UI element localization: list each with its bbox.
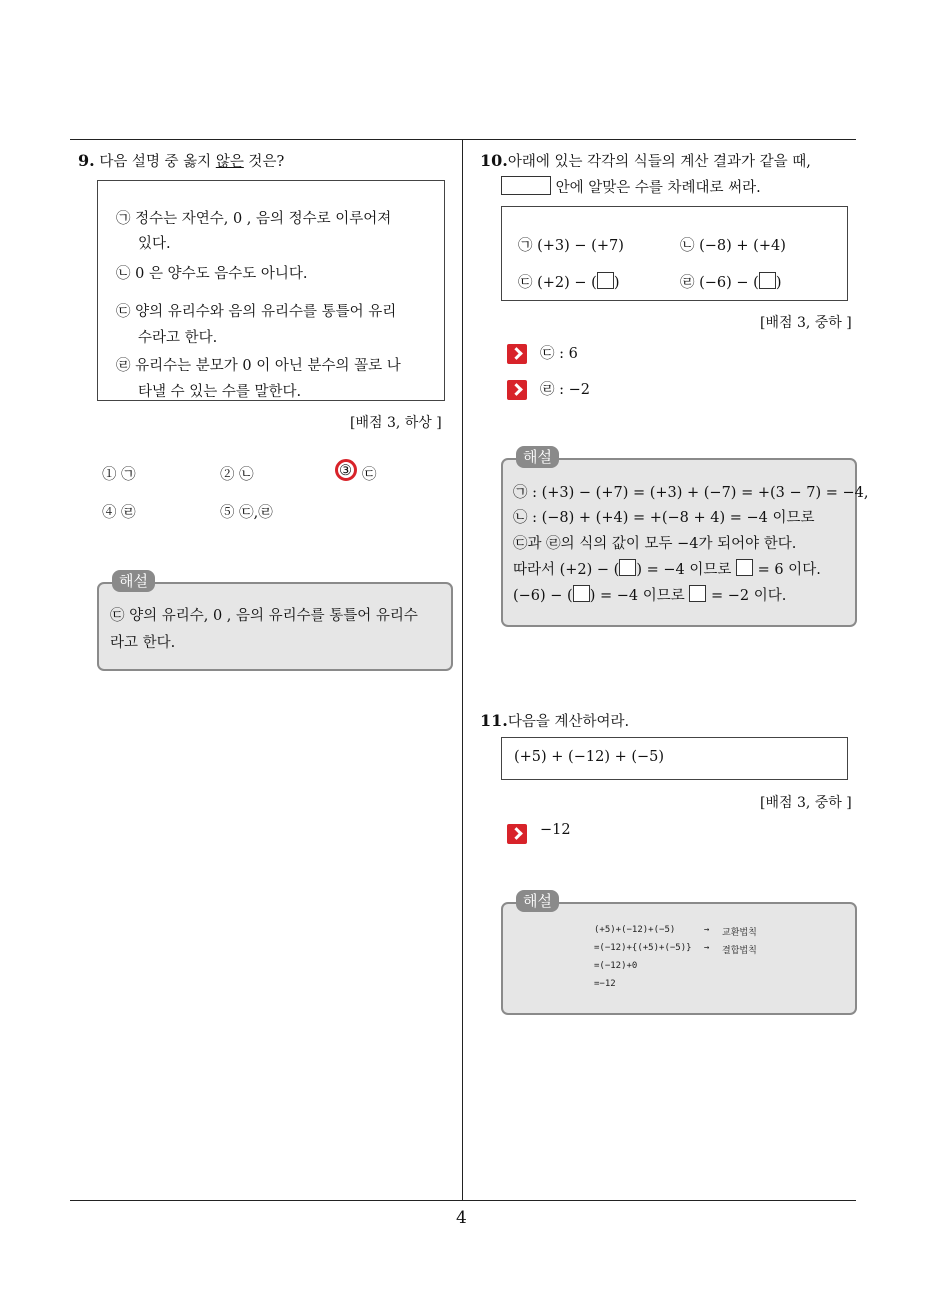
q11-work-expr: =(−12)+{(+5)+(−5)} xyxy=(594,943,692,953)
q9-statement: ㉣ 유리수는 분모가 0 이 아닌 분수의 꼴로 나 xyxy=(116,358,401,374)
q9-explanation-line: ㉢ 양의 유리수, 0 , 음의 유리수를 통틀어 유리수 xyxy=(110,608,418,624)
blank-box xyxy=(501,176,551,195)
q9-header xyxy=(78,150,284,171)
q10-question-line2 xyxy=(501,176,761,197)
q9-question-post: 것은? xyxy=(243,154,285,170)
q9-explanation-line: 라고 한다. xyxy=(110,635,176,651)
q10-explanation-line: ㉢과 ㉣의 식의 값이 모두 −4가 되어야 한다. xyxy=(513,536,797,552)
q9-choice-2[interactable]: ② ㉡ xyxy=(220,467,254,483)
q11-explanation-tag: 해설 xyxy=(516,890,559,912)
q9-number: 9. xyxy=(78,151,95,170)
q10-explanation-tag: 해설 xyxy=(516,446,559,468)
q10-expl-l5a: (−6) − ( xyxy=(513,588,573,604)
q9-statement: ㉠ 정수는 자연수, 0 , 음의 정수로 이루어져 xyxy=(116,211,392,227)
blank-box xyxy=(689,585,706,602)
q9-choice-4[interactable]: ④ ㉣ xyxy=(102,505,136,521)
q10-expr-d-pre: ㉣ (−6) − ( xyxy=(680,275,759,291)
blank-box xyxy=(619,559,636,576)
q10-question-line1: 아래에 있는 각각의 식들의 계산 결과가 같을 때, xyxy=(507,154,811,170)
q11-expression: (+5) + (−12) + (−5) xyxy=(514,749,665,765)
q9-statement: ㉡ 0 은 양수도 음수도 아니다. xyxy=(116,266,308,282)
q10-question-text2: 안에 알맞은 수를 차례대로 써라. xyxy=(555,180,761,196)
q10-expr-a: ㉠ (+3) − (+7) xyxy=(518,238,624,254)
q11-number: 11. xyxy=(480,711,508,730)
q10-score: [배점 3, 중하 ] xyxy=(760,315,852,331)
q10-header xyxy=(480,150,811,171)
q10-explanation-line xyxy=(513,584,786,605)
q11-work-law: 교환법칙 xyxy=(722,928,757,938)
q10-expl-l5c: = −2 이다. xyxy=(710,588,787,604)
q11-work-law: 결합법칙 xyxy=(722,946,757,956)
q10-expr-c-post: ) xyxy=(613,275,620,291)
q10-explanation-line: ㉡ : (−8) + (+4) = +(−8 + 4) = −4 이므로 xyxy=(513,510,815,526)
q9-explanation-tag: 해설 xyxy=(112,570,155,592)
q9-choice-1[interactable]: ① ㉠ xyxy=(102,467,136,483)
q9-explanation-box xyxy=(97,582,453,671)
q10-explanation-line: ㉠ : (+3) − (+7) = (+3) + (−7) = +(3 − 7) = −4, xyxy=(513,485,869,501)
q11-work-arrow: → xyxy=(704,943,710,953)
answer-arrow-icon xyxy=(507,824,527,844)
q11-work-expr: =(−12)+0 xyxy=(594,961,638,971)
q10-expl-l4c: = 6 이다. xyxy=(757,562,821,578)
q10-answer-2: ㉣ : −2 xyxy=(540,382,590,398)
q11-explanation-box xyxy=(501,902,857,1015)
q10-expr-d xyxy=(680,271,782,292)
q9-choice-3-label: ㉢ xyxy=(362,467,377,483)
answer-arrow-icon xyxy=(507,380,527,400)
blank-box xyxy=(573,585,590,602)
blank-box xyxy=(736,559,753,576)
column-divider xyxy=(462,139,463,1201)
q10-expr-d-post: ) xyxy=(775,275,782,291)
blank-box xyxy=(597,272,614,289)
q10-expr-b: ㉡ (−8) + (+4) xyxy=(680,238,786,254)
q10-expl-l4b: ) = −4 이므로 xyxy=(636,562,732,578)
blank-box xyxy=(759,272,776,289)
top-rule xyxy=(70,139,856,140)
q11-question: 다음을 계산하여라. xyxy=(507,714,630,730)
answer-arrow-icon xyxy=(507,344,527,364)
q9-question-underline: 않은 xyxy=(215,154,244,170)
q9-question-pre: 다음 설명 중 옳지 xyxy=(99,154,216,170)
q11-work-expr: =−12 xyxy=(594,979,616,989)
q11-score: [배점 3, 중하 ] xyxy=(760,795,852,811)
q10-expr-c-pre: ㉢ (+2) − ( xyxy=(518,275,597,291)
page-number: 4 xyxy=(456,1208,467,1228)
q9-statement: ㉢ 양의 유리수와 음의 유리수를 통틀어 유리 xyxy=(116,304,397,320)
q10-expr-c xyxy=(518,271,620,292)
q9-statement: 타낼 수 있는 수를 말한다. xyxy=(138,384,302,400)
q11-answer: −12 xyxy=(540,822,571,838)
q9-choice-3[interactable]: ③ xyxy=(339,463,352,479)
q10-answer-1: ㉢ : 6 xyxy=(540,346,578,362)
q9-statement: 있다. xyxy=(138,236,171,252)
q10-expl-l5b: ) = −4 이므로 xyxy=(589,588,685,604)
q9-choice-5[interactable]: ⑤ ㉢,㉣ xyxy=(220,505,273,521)
q9-statement: 수라고 한다. xyxy=(138,330,218,346)
q11-work-expr: (+5)+(−12)+(−5) xyxy=(594,925,676,935)
q10-number: 10. xyxy=(480,151,508,170)
bottom-rule xyxy=(70,1200,856,1201)
q10-expl-l4a: 따라서 (+2) − ( xyxy=(513,562,620,578)
q11-header xyxy=(480,710,629,731)
q10-explanation-line xyxy=(513,558,821,579)
q9-score: [배점 3, 하상 ] xyxy=(350,415,442,431)
q11-work-arrow: → xyxy=(704,925,710,935)
